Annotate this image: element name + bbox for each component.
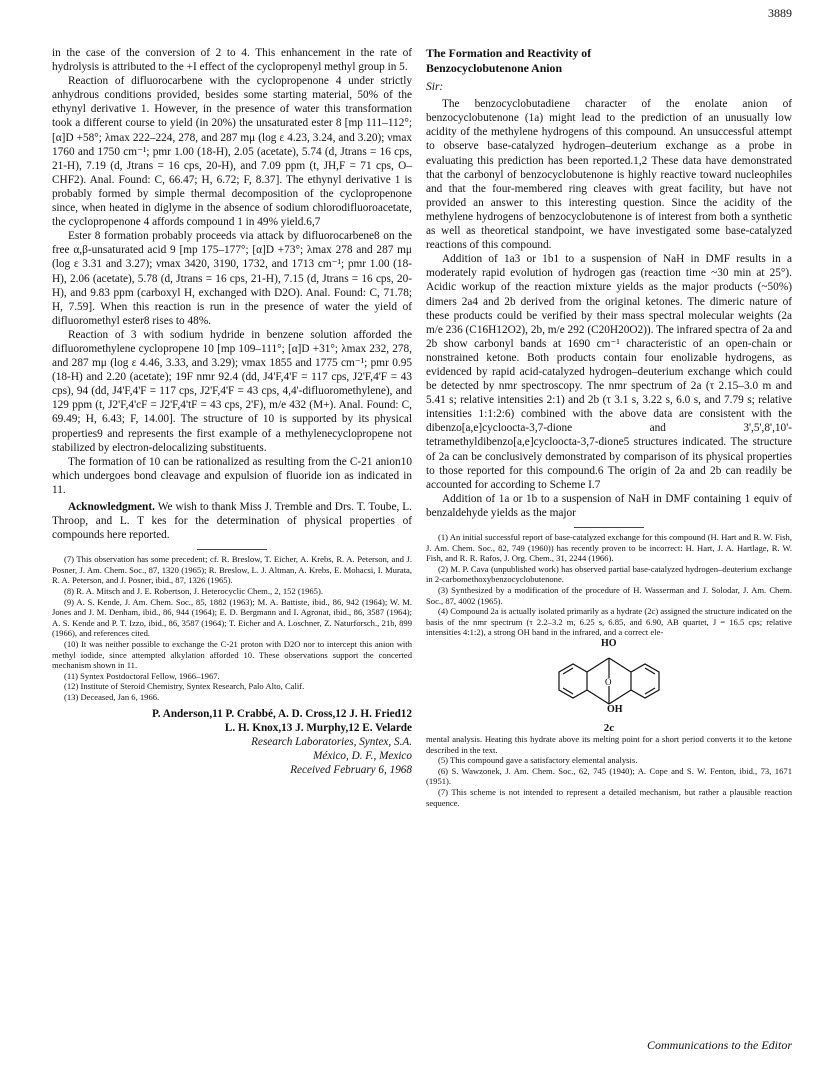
right-column <box>426 46 792 808</box>
footnote-4: (4) Compound 2a is actually isolated primarily as a hydrate (2c) assigned the structure indicated on the basis of the nmr spectrum (τ 2.2–3.2 m, 6.25 s, 6.85, and 6.90, AB quartet, J = 16.5 cps; relative intensities 4:1:2), a strong OH band in the infrared, and a correct ele- <box>426 606 792 638</box>
footnote-7-right: (7) This scheme is not intended to represent a detailed mechanism, but rather a plausible reaction sequence. <box>426 786 792 808</box>
acknowledgment-heading: Acknowledgment. <box>68 501 155 513</box>
page-number: 3889 <box>768 6 792 20</box>
compound-label-2c: 2c <box>603 721 615 734</box>
structure-label-ho: HO <box>601 637 617 649</box>
footnote-10: (10) It was neither possible to exchange the C-21 proton with D2O nor to intercept this anion with methyl iodide, since attempted alkylation afforded 10. These observations support the concerted mechanism shown in 11. <box>52 639 412 671</box>
authors-line-2: L. H. Knox,13 J. Murphy,12 E. Velarde <box>224 721 412 734</box>
svg-text:O: O <box>605 676 612 687</box>
left-paragraph-4: Reaction of 3 with sodium hydride in benzene solution afforded the difluoromethylene cyclopropene 10 [mp 109–111°; [α]D +31°; λmax 232, 278, and 287 mμ (log ε 4.46, 3.33, and 3.29); νmax 1855 and 1775 cm⁻¹; pmr 0.95 (18-H) and 2.20 (acetate); 19F nmr 92.4 (dd, J4'F,4'F = 117 cps, J2'F,4'F = 43 cps), 94 (dd, J4'F,4'F = 117 cps, J2'F,4'F = 43 cps, 4,4'-difluoromethylene), and 129 ppm (t, J2'F,4'cF = J2'F,4'tF = 43 cps, 2'F), m/e 432 (M+). Anal. Found: C, 69.49; H, 6.43; F, 14.00]. The structure of 10 is supported by its physical properties9 and represents the first example of a methylenecyclopropene not stabilized by electron-delocalizing substituents. <box>52 328 412 454</box>
left-paragraph-1: in the case of the conversion of 2 to 4. This enhancement in the rate of hydrolysis is attributed to the +I effect of the cyclopropenyl methyl group in 5. <box>52 47 412 74</box>
authors-line-1: P. Anderson,11 P. Crabbé, A. D. Cross,12 J. H. Fried12 <box>151 707 412 720</box>
footnote-8: (8) R. A. Mitsch and J. E. Robertson, J. Heterocyclic Chem., 2, 152 (1965). <box>64 586 323 597</box>
affiliation-line-1: Research Laboratories, Syntex, S.A. <box>251 735 412 748</box>
right-paragraph-2: Addition of 1a3 or 1b1 to a suspension of NaH in DMF results in a moderately rapid evolution of hydrogen gas (reaction time ~30 min at 25°). Acidic workup of the reaction mixture yields as the major products (~50%) dimers 2a4 and 2b derived from the original ketones. The dimeric nature of these products could be verified by their mass spectral molecular weights (2a m/e 236 (C16H12O2), 2b, m/e 292 (C20H20O2)). The infrared spectra of 2a and 2b show carbonyl bands at 1690 cm⁻¹ characteristic of an open-chain or nonstrained ketone. Both products contain four enolizable hydrogens, as evidenced by rapid acid-catalyzed hydrogen–deuterium exchange which could be detected by nmr spectroscopy. The nmr spectrum of 2a (τ 2.15–3.0 m and 5.41 s; relative intensities 2:1) and 2b (τ 3.1 s, 3.22 s, 6.0 s, and 7.79 s; relative intensities 1:1:2:6) combined with the above data are consistent with the dibenzo[a,e]cycloocta-3,7-dione and 3',5',8',10'-tetramethyldibenzo[a,e]cycloocta-3,7-dione5 structures indicated. The structure of 2a can be conclusively demonstrated by comparison of its physical properties to those reported for this compound.6 The origin of 2a and 2b can readily be accounted for according to Scheme I.7 <box>426 253 792 491</box>
footnote-4-continued: mental analysis. Heating this hydrate above its melting point for a short period converts it to the ketone described in the text. <box>426 733 792 755</box>
footnote-5: (5) This compound gave a satisfactory elemental analysis. <box>438 755 638 766</box>
left-paragraph-5: The formation of 10 can be rationalized as resulting from the C-21 anion10 which undergoes bond cleavage and expulsion of fluoride ion as indicated in 11. <box>52 455 412 496</box>
footnote-1: (1) An initial successful report of base-catalyzed exchange for this compound (H. Hart and R. W. Fish, J. Am. Chem. Soc., 82, 749 (1960)) has recently proven to be incorrect: H. Hart, J. A. Hartlage, R. W. Fish, and R. R. Rafos, J. Org. Chem., 31, 2244 (1966). <box>426 532 792 564</box>
right-paragraph-1: The benzocyclobutadiene character of the enolate anion of benzocyclobutenone (1a) might lead to the prediction of an unusually low acidity of the methylene hydrogens of this compound. An unsuccessful attempt to observe base-catalyzed hydrogen–deuterium exchange as a probe in evaluating this prediction has been reported.1,2 These data have demonstrated that the carbonyl of benzocyclobutenone is highly reactive toward nucleophiles and that the four-membered ring cleaves with great facility, but have not provided an answer to this interesting question. Since the acidity of the methylene hydrogens of benzocyclobutenone is of interest from both a synthetic as well as theoretical standpoint, we have investigated some base-catalyzed reactions of this compound. <box>426 98 792 252</box>
received-date: Received February 6, 1968 <box>290 763 412 776</box>
footnote-13: (13) Deceased, Jan 6, 1966. <box>64 692 160 702</box>
footnote-6: (6) S. Wawzonek, J. Am. Chem. Soc., 62, 745 (1940); A. Cope and S. W. Fenton, ibid., 73, 1671 (1951). <box>426 765 792 787</box>
footnote-7: (7) This observation has some precedent; cf. R. Breslow, T. Eicher, A. Krebs, R. A. Peterson, and J. Posner, J. Am. Chem. Soc., 87, 1320 (1965); R. Breslow, L. J. Altman, A. Krebs, E. Mohacsi, I. Murata, R. A. Peterson, and J. Posner, ibid., 87, 1326 (1965). <box>52 554 412 586</box>
compound-2c-structure <box>549 637 669 720</box>
right-paragraph-3: Addition of 1a or 1b to a suspension of NaH in DMF containing 1 equiv of benzaldehyde yields as the major <box>426 492 792 519</box>
footnote-3: (3) Synthesized by a modification of the procedure of H. Wasserman and J. Solodar, J. Am. Chem. Soc., 87, 4002 (1965). <box>426 584 792 606</box>
section-footer: Communications to the Editor <box>647 1038 792 1052</box>
salutation: Sir: <box>426 81 444 94</box>
affiliation-line-2: México, D. F., Mexico <box>313 749 412 762</box>
footnote-11: (11) Syntex Postdoctoral Fellow, 1966–1967. <box>64 670 220 681</box>
footnote-divider <box>197 549 267 550</box>
left-paragraph-3: Ester 8 formation probably proceeds via attack by difluorocarbene8 on the free α,β-unsaturated acid 9 [mp 175–177°; [α]D +73°; λmax 278 and 287 mμ (log ε 3.31 and 3.27); νmax 3420, 3190, 1732, and 1713 cm⁻¹; pmr 1.00 (18-H), 2.06 (acetate), 5.78 (d, Jtrans = 16 cps, 21-H), 7.15 (d, Jtrans = 16 cps, 20-H), and 9.83 ppm (carboxyl H, exchanged with D2O). Anal. Found: C, 71.78; H, 7.59]. When this reaction is run in the presence of water the yield of difluoromethyl ester8 rises to 48%. <box>52 230 412 327</box>
article-title-line-2: Benzocyclobutenone Anion <box>426 60 563 75</box>
left-paragraph-2: Reaction of difluorocarbene with the cyclopropenone 4 under strictly anhydrous conditions provided, besides some starting material, 50% of the ethynyl derivative 1. However, in the presence of water this transformation took a different course to yield (in 20%) the unsaturated ester 8 [mp 111–112°; [α]D +58°; λmax 222–224, 278, and 287 mμ (log ε 4.23, 3.24, and 3.20); νmax 1760 and 1750 cm⁻¹; pmr 1.00 (18-H), 2.05 (acetate), 5.74 (d, Jtrans = 16 cps, 21-H), 7.19 (d, Jtrans = 16 cps, 20-H), and 7.09 ppm (t, JH,F = 71 cps, O–CHF2). Anal. Found: C, 66.47; H, 6.72; F, 8.37]. The ethynyl derivative 1 is probably formed by simple thermal decomposition of the cyclopropenone since, when heated in diglyme in the absence of sodium chlorodifluoroacetate, the cyclopropenone 4 affords compound 1 in 49% yield.6,7 <box>52 75 412 229</box>
footnote-12: (12) Institute of Steroid Chemistry, Syntex Research, Palo Alto, Calif. <box>64 681 305 692</box>
structure-label-oh: OH <box>607 703 623 715</box>
article-title-line-1: The Formation and Reactivity of <box>426 46 592 60</box>
acknowledgment <box>52 500 412 542</box>
footnote-divider <box>574 527 644 528</box>
author-block <box>52 707 412 777</box>
footnote-2: (2) M. P. Cava (unpublished work) has observed partial base-catalyzed hydrogen–deuterium exchange in 2-carbomethoxybenzocyclobutenone. <box>426 563 792 585</box>
left-column <box>52 46 412 777</box>
footnote-9: (9) A. S. Kende, J. Am. Chem. Soc., 85, 1882 (1963); M. A. Battiste, ibid., 86, 942 (1964); W. M. Jones and J. M. Denham, ibid., 86, 944 (1964); E. D. Bergmann and I. Agronat, ibid., 86, 3587 (1964); A. S. Kende and P. T. Izzo, ibid., 86, 3587 (1964); T. Eicher and A. Loschner, Z. Naturforsch., 21b, 899 (1966), and references cited. <box>52 596 412 639</box>
acknowledgment-text: We wish to thank Miss J. Tremble and Drs. T. Toube, L. Throop, and L. T kes for the determination of physical properties of compounds here reported. <box>52 501 412 542</box>
